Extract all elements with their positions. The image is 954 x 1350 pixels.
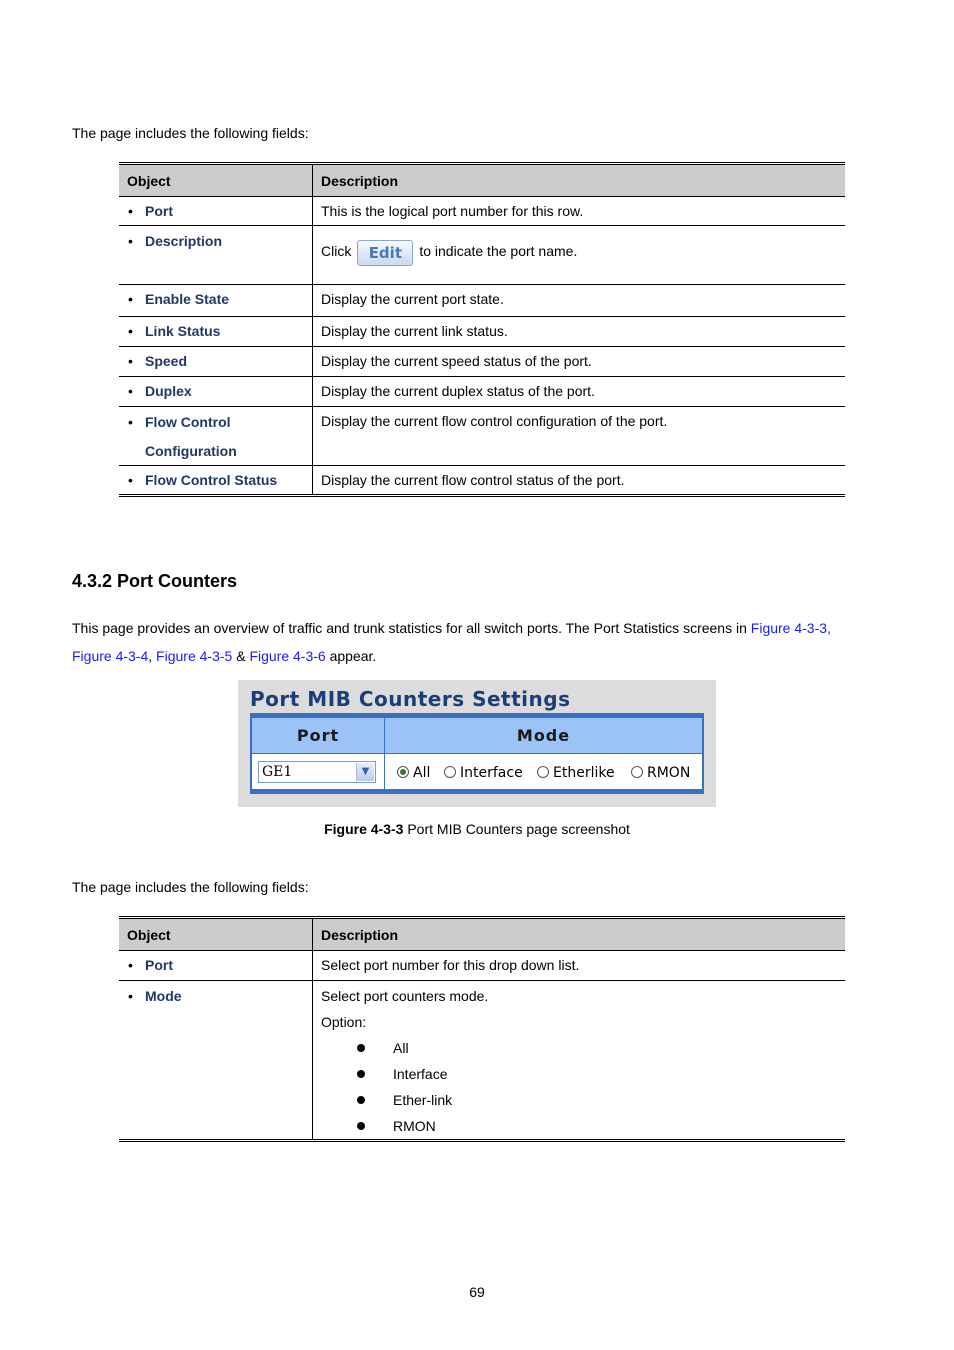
option-label: Option: xyxy=(321,1014,367,1030)
mode-label-etherlike: Etherlike xyxy=(553,765,615,781)
object-mode: • Mode xyxy=(127,988,304,1004)
port-select-value: GE1 xyxy=(262,764,293,780)
table-row xyxy=(119,317,845,347)
paragraph-text: This page provides an overview of traffic and trunk statistics for all switch ports. The Port Statistics screens in xyxy=(72,620,747,636)
settings-table xyxy=(250,713,704,794)
object-flow-control-line2: Configuration xyxy=(145,443,237,459)
mode-header: Mode xyxy=(385,718,702,754)
mode-cell xyxy=(385,754,702,792)
list-item: Interface xyxy=(321,1061,837,1087)
table-row xyxy=(119,347,845,377)
list-item: Ether-link xyxy=(321,1087,837,1113)
edit-button[interactable]: Edit xyxy=(357,240,413,266)
object-port: • Port xyxy=(127,957,304,973)
object-duplex: • Duplex xyxy=(127,383,304,399)
object-speed: • Speed xyxy=(127,353,304,369)
radio-icon[interactable] xyxy=(537,766,549,778)
description-text: Select port counters mode. xyxy=(321,988,489,1004)
separator: , xyxy=(148,648,153,664)
table-row xyxy=(119,466,845,496)
figure-link-4-3-6[interactable]: Figure 4-3-6 xyxy=(249,648,326,664)
object-flow-control-status: • Flow Control Status xyxy=(127,472,304,488)
description-text: Select port number for this drop down list. xyxy=(321,957,580,973)
object-enable-state: • Enable State xyxy=(127,291,304,307)
header-description: Description xyxy=(313,164,846,197)
figure-link-4-3-4[interactable]: Figure 4-3-4 xyxy=(72,648,149,664)
section-title: 4.3.2 Port Counters xyxy=(72,571,238,591)
list-item: RMON xyxy=(321,1113,837,1139)
section-paragraph xyxy=(72,614,872,670)
table-header-row xyxy=(119,918,845,951)
object-link-status: • Link Status xyxy=(127,323,304,339)
table-row xyxy=(119,981,845,1141)
port-cell xyxy=(252,754,385,792)
header-object: Object xyxy=(119,918,313,951)
mode-label-all: All xyxy=(413,765,431,781)
port-header: Port xyxy=(252,718,385,754)
mode-label-rmon: RMON xyxy=(647,765,691,781)
mode-radio-interface[interactable] xyxy=(444,765,523,781)
header-description: Description xyxy=(313,918,846,951)
table-header-row xyxy=(119,164,845,197)
list-item: All xyxy=(321,1035,837,1061)
header-object: Object xyxy=(119,164,313,197)
page-number: 69 xyxy=(469,1284,485,1300)
screenshot-title: Port MIB Counters Settings xyxy=(250,687,571,711)
table-row xyxy=(119,407,845,466)
description-text: Display the current duplex status of the port. xyxy=(321,383,595,399)
table-row xyxy=(119,197,845,226)
description-text: to indicate the port name. xyxy=(419,243,578,259)
fields-table-2 xyxy=(119,916,845,1142)
description-text: Display the current speed status of the port. xyxy=(321,353,592,369)
port-mib-counters-screenshot xyxy=(238,680,716,807)
radio-checked-icon[interactable] xyxy=(397,766,409,778)
intro-text: The page includes the following fields: xyxy=(72,125,309,141)
description-text: Display the current flow control status of the port. xyxy=(321,472,625,488)
description-text: Display the current flow control configuration of the port. xyxy=(321,413,668,429)
paragraph-text: appear. xyxy=(329,648,377,664)
option-list xyxy=(321,1035,837,1139)
table-row xyxy=(119,226,845,285)
mode-radio-rmon[interactable] xyxy=(631,765,690,781)
table-row xyxy=(119,285,845,317)
table-row xyxy=(119,377,845,407)
object-description: • Description xyxy=(127,233,304,249)
description-text: Click xyxy=(321,243,352,259)
figure-link-4-3-3[interactable]: Figure 4-3-3, xyxy=(750,620,831,636)
chevron-down-icon[interactable]: ▼ xyxy=(356,763,374,781)
mode-radio-all[interactable] xyxy=(397,765,430,781)
object-port: • Port xyxy=(127,203,304,219)
separator: & xyxy=(236,648,246,664)
figure-caption xyxy=(0,821,954,837)
object-flow-control: • Flow Control xyxy=(127,413,304,431)
caption-text: Port MIB Counters page screenshot xyxy=(407,821,630,837)
description-text: Display the current link status. xyxy=(321,323,508,339)
mode-radio-etherlike[interactable] xyxy=(537,765,615,781)
bottom-bar xyxy=(252,789,702,792)
radio-icon[interactable] xyxy=(444,766,456,778)
description-text: This is the logical port number for this row. xyxy=(321,203,584,219)
intro-text-2: The page includes the following fields: xyxy=(72,879,309,895)
table-row xyxy=(119,951,845,981)
fields-table-1 xyxy=(119,162,845,497)
mode-label-interface: Interface xyxy=(460,765,523,781)
figure-link-4-3-5[interactable]: Figure 4-3-5 xyxy=(156,648,233,664)
caption-label: Figure 4-3-3 xyxy=(324,821,404,837)
radio-icon[interactable] xyxy=(631,766,643,778)
port-select[interactable] xyxy=(258,761,376,783)
description-text: Display the current port state. xyxy=(321,291,504,307)
